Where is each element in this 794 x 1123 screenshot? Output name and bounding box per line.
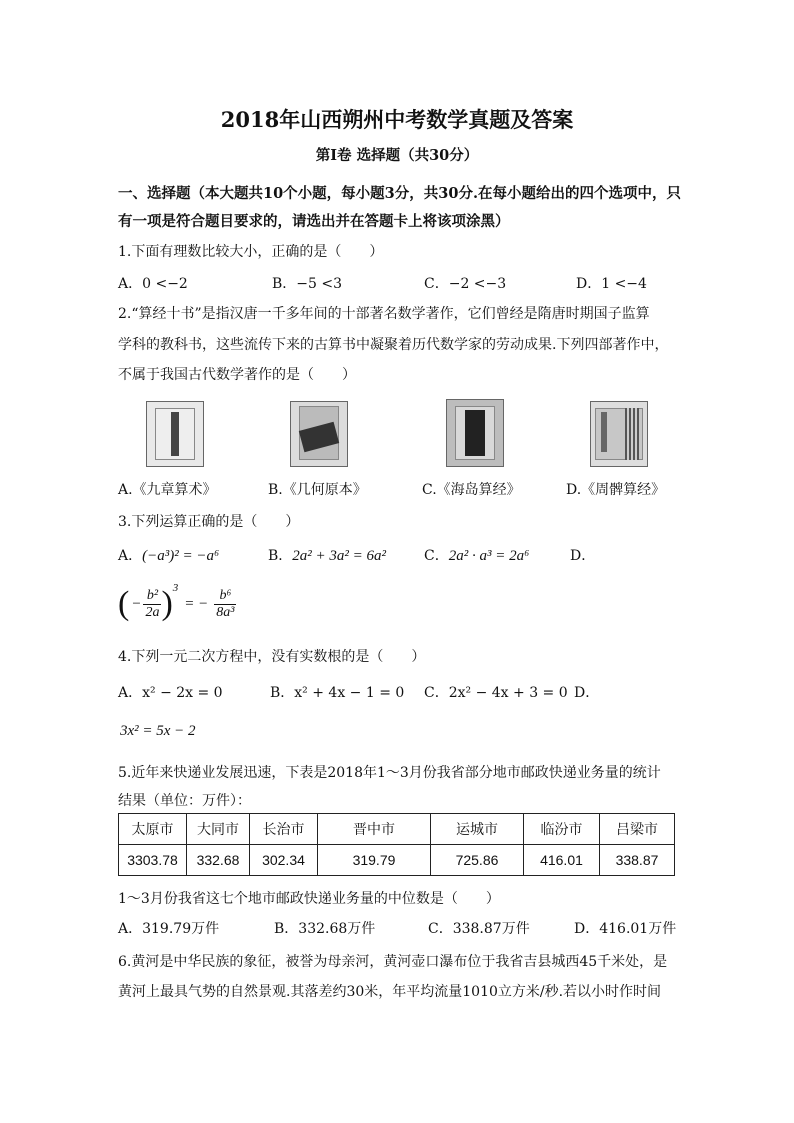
q4-option-b: B．x² + 4x − 1 = 0 [270, 685, 405, 701]
q1-option-d: D．1 <−4 [576, 276, 647, 292]
q3-option-c-expr: 2a² · a³ = 2a⁶ [448, 548, 530, 564]
table-header-row [119, 814, 675, 845]
q1-stem: 1.下面有理数比较大小，正确的是（ ） [118, 244, 384, 260]
q4-stem: 4.下列一元二次方程中，没有实数根的是（ ） [118, 649, 426, 665]
q1-option-a: A．0 <−2 [118, 276, 188, 292]
book-image-jiuzhang [146, 401, 204, 467]
q3-d-fraction-1 [143, 588, 161, 621]
q3-option-d-expr: ( − $\frac{\text{b²}}{2a}$ ) 3 = − $\frac{\text{b⁶}}{\text{8a³}}$ [118, 582, 235, 622]
q3-option-a-label: A． [118, 548, 143, 564]
q3-option-b-expr: 2a² + 3a² = 6a² [292, 548, 387, 564]
q4-option-a: A．x² − 2x = 0 [118, 685, 223, 701]
q2-option-a: A.《九章算术》 [118, 482, 217, 498]
q6-line-1: 6.黄河是中华民族的象征，被誉为母亲河，黄河壶口瀑布位于我省吉县城西45千米处，是 [118, 954, 668, 970]
q2-line-2: 学科的教科书，这些流传下来的古算书中凝聚着历代数学家的劳动成果.下列四部著作中， [118, 337, 669, 353]
q3-option-a [118, 545, 219, 565]
q3-option-d-label: D． [570, 548, 596, 564]
table-cell: 416.01 [524, 845, 600, 876]
book-image-jihe [290, 401, 348, 467]
q3-stem: 3.下列运算正确的是（ ） [118, 514, 300, 530]
table-cell: 725.86 [431, 845, 524, 876]
q3-d-den-2: 8a³ [216, 604, 235, 620]
section-subtitle: 第Ⅰ卷 选择题（共30分） [315, 147, 479, 164]
q3-option-b [268, 545, 386, 565]
q4-option-d-expr: 3x² = 5x − 2 [120, 723, 196, 739]
q2-option-b: B.《几何原本》 [268, 482, 367, 498]
q1-option-b: B．−5 <3 [272, 276, 343, 292]
q5-line-2: 结果（单位：万件）： [118, 793, 251, 809]
q5-line-1: 5.近年来快递业发展迅速，下表是2018年1～3月份我省部分地市邮政快递业务量的统计 [118, 765, 661, 781]
q5-question: 1～3月份我省这七个地市邮政快递业务量的中位数是（ ） [118, 891, 500, 907]
table-header-cell: 大同市 [187, 814, 250, 845]
page-title: 2018年山西朔州中考数学真题及答案 [220, 107, 574, 132]
q3-option-c-label: C． [424, 548, 449, 564]
q2-option-d: D.《周髀算经》 [566, 482, 666, 498]
table-header-cell: 长治市 [250, 814, 318, 845]
table-cell: 332.68 [187, 845, 250, 876]
book-image-haidao [446, 399, 504, 467]
table-header-cell: 太原市 [119, 814, 187, 845]
table-cell: 338.87 [600, 845, 675, 876]
section-instruction-line-1: 一、选择题（本大题共10个小题，每小题3分，共30分.在每小题给出的四个选项中，只 [118, 185, 681, 202]
table-header-cell: 晋中市 [318, 814, 431, 845]
q4-option-c: C．2x² − 4x + 3 = 0 [424, 685, 568, 701]
q5-option-b: B．332.68万件 [274, 921, 376, 937]
q2-line-3: 不属于我国古代数学著作的是（ ） [118, 367, 356, 383]
q5-option-c: C．338.87万件 [428, 921, 530, 937]
book-image-zhoubi [590, 401, 648, 467]
table-cell: 302.34 [250, 845, 318, 876]
table-row [119, 845, 675, 876]
q6-line-2: 黄河上最具气势的自然景观.其落差约30米，年平均流量1010立方米/秒.若以小时作时间 [118, 984, 662, 1000]
q2-line-1: 2.“算经十书”是指汉唐一千多年间的十部著名数学著作，它们曾经是隋唐时期国子监算 [118, 306, 650, 322]
section-instruction-line-2: 有一项是符合题目要求的，请选出并在答题卡上将该项涂黑） [118, 213, 510, 230]
q3-d-den-1: 2a [145, 604, 160, 620]
q3-option-a-expr: (−a³)² = −a⁶ [142, 548, 220, 564]
q3-d-num-2: b⁶ [214, 588, 236, 605]
q2-option-c: C.《海岛算经》 [422, 482, 521, 498]
table-cell: 3303.78 [119, 845, 187, 876]
q4-option-d-label: D． [574, 685, 600, 701]
q5-option-d: D．416.01万件 [574, 921, 677, 937]
q3-d-num-1: b² [143, 588, 161, 605]
table-header-cell: 运城市 [431, 814, 524, 845]
q5-option-a: A．319.79万件 [118, 921, 220, 937]
express-volume-table [118, 813, 675, 876]
q3-d-fraction-2 [214, 588, 236, 621]
table-header-cell: 吕梁市 [600, 814, 675, 845]
q1-option-c: C．−2 <−3 [424, 276, 507, 292]
q3-option-c [424, 545, 529, 565]
table-header-cell: 临汾市 [524, 814, 600, 845]
q3-option-b-label: B． [268, 548, 293, 564]
table-cell: 319.79 [318, 845, 431, 876]
